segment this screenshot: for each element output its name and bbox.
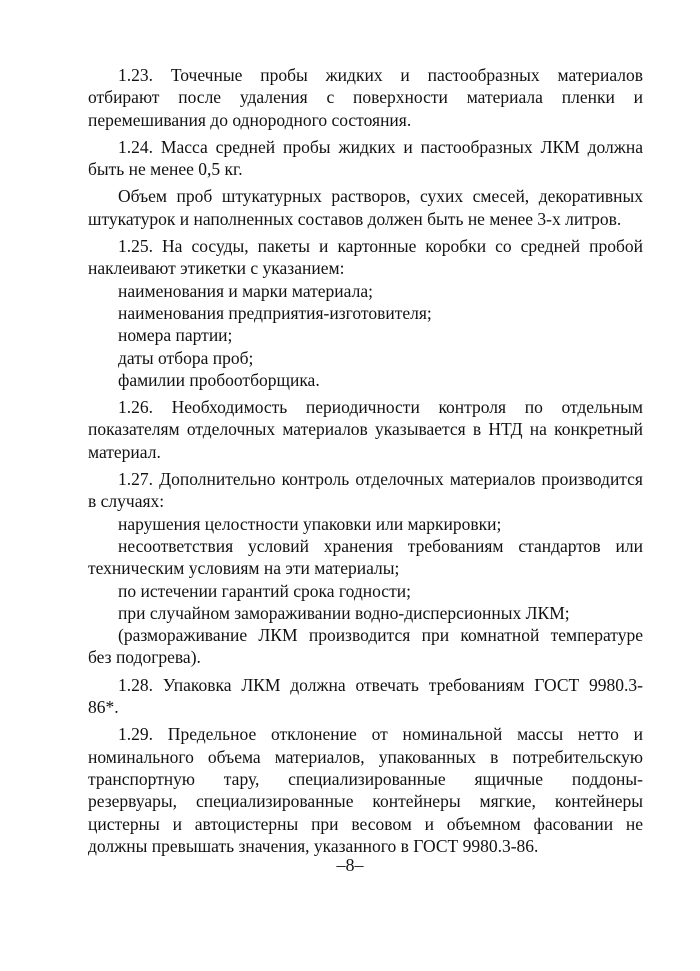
- para-1-29-line-4: резервуары, специализированные контейнеры мягкие, контейнеры: [88, 791, 643, 812]
- para-1-29-line-5: цистерны и автоцистерны при весовом и объемном фасовании не: [88, 813, 643, 834]
- page-number: –8–: [336, 855, 364, 875]
- para-1-24-line-2: быть не менее 0,5 кг.: [88, 159, 243, 180]
- list-item: номера партии;: [118, 325, 233, 346]
- list-item: (размораживание ЛКМ производится при комнатной температуре: [118, 625, 643, 646]
- list-item: нарушения целостности упаковки или маркировки;: [118, 513, 502, 534]
- para-1-26-line-2: показателям отделочных материалов указывается в НТД на конкретный: [88, 419, 643, 440]
- document-body: [88, 64, 643, 857]
- list-item-continuation: техническим условиям на эти материалы;: [88, 558, 400, 579]
- para-1-25-line-2: наклеивают этикетки с указанием:: [88, 258, 345, 279]
- para-1-29-line-3: транспортную тару, специализированные ящичные поддоны-: [88, 768, 643, 789]
- para-1-25-line-1: 1.25. На сосуды, пакеты и картонные коробки со средней пробой: [118, 236, 643, 257]
- para-1-23-line-3: перемешивания до однородного состояния.: [88, 109, 412, 130]
- para-1-28-line-1: 1.28. Упаковка ЛКМ должна отвечать требованиям ГОСТ 9980.3-: [118, 674, 643, 695]
- para-1-26-line-1: 1.26. Необходимость периодичности контроля по отдельным: [118, 397, 643, 418]
- para-1-23-line-1: 1.23. Точечные пробы жидких и пастообразных материалов: [118, 65, 643, 85]
- para-1-24-line-1: 1.24. Масса средней пробы жидких и пастообразных ЛКМ должна: [118, 136, 643, 157]
- para-1-28-line-2: 86*.: [88, 697, 119, 718]
- para-1-29-line-1: 1.29. Предельное отклонение от номинальной массы нетто и: [118, 724, 643, 745]
- para-1-24b-line-1: Объем проб штукатурных растворов, сухих смесей, декоративных: [118, 186, 643, 207]
- para-1-24b-line-2: штукатурок и наполненных составов должен быть не менее 3-х литров.: [88, 208, 622, 229]
- list-item: даты отбора проб;: [118, 347, 254, 368]
- para-1-23-line-2: отбирают после удаления с поверхности материала пленки и: [88, 87, 643, 108]
- list-item: несоответствия условий хранения требованиям стандартов или: [118, 535, 643, 556]
- list-item: наименования и марки материала;: [118, 280, 373, 301]
- list-item-continuation: без подогрева).: [88, 647, 201, 668]
- para-1-27-line-1: 1.27. Дополнительно контроль отделочных материалов производится: [118, 469, 643, 490]
- list-item: фамилии пробоотборщика.: [118, 369, 320, 390]
- list-item: наименования предприятия-изготовителя;: [118, 302, 432, 323]
- list-item: по истечении гарантий срока годности;: [118, 580, 411, 601]
- list-item: при случайном замораживании водно-дисперсионных ЛКМ;: [118, 602, 570, 623]
- para-1-29-line-2: номинального объема материалов, упакованных в потребительскую: [88, 746, 643, 767]
- para-1-27-line-2: в случаях:: [88, 491, 165, 512]
- para-1-29-line-6: должны превышать значения, указанного в ГОСТ 9980.3-86.: [88, 835, 539, 856]
- para-1-26-line-3: материал.: [88, 441, 161, 462]
